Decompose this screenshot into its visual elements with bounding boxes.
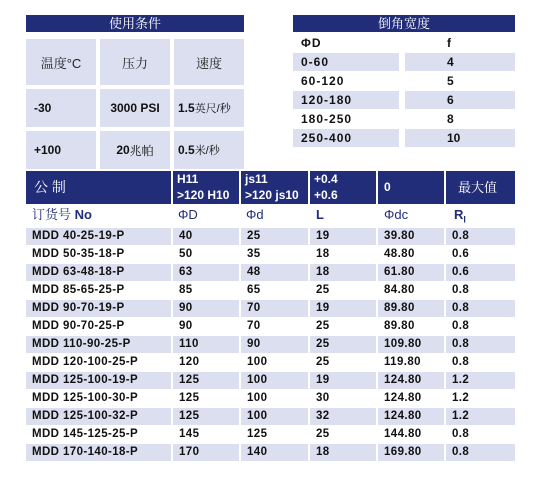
inner-diameter-cell: 100 xyxy=(241,372,308,389)
dc-diameter-cell: 124.80 xyxy=(378,372,444,389)
inner-diameter-cell: 90 xyxy=(241,336,308,353)
outer-diameter-cell: 145 xyxy=(179,428,200,440)
length-cell: 25 xyxy=(316,428,330,440)
order-number-cell: MDD 50-35-18-P xyxy=(32,248,125,260)
inner-diameter-cell: 100 xyxy=(247,392,268,404)
temperature-header: 温度°C xyxy=(26,39,96,85)
outer-diameter-cell: 170 xyxy=(173,444,239,461)
table-row xyxy=(26,228,515,245)
chamfer-title: 倒角宽度 xyxy=(293,15,515,32)
radius-cell: 0.8 xyxy=(446,336,515,353)
order-number-cell: MDD 170-140-18-P xyxy=(26,444,171,461)
radius-cell: 0.8 xyxy=(446,300,515,317)
radius-cell: 0.8 xyxy=(446,444,515,461)
inner-diameter-cell: 125 xyxy=(247,428,268,440)
dc-diameter-cell: 124.80 xyxy=(384,392,422,404)
operating-conditions-table xyxy=(26,15,244,158)
outer-diameter-cell: 85 xyxy=(179,284,193,296)
outer-diameter-cell: 90 xyxy=(179,320,193,332)
outer-diameter-cell: 125 xyxy=(179,392,200,404)
table-row xyxy=(26,246,515,263)
chamfer-row: 0-60 4 xyxy=(293,53,515,71)
length-cell: 25 xyxy=(316,320,330,332)
outer-diameter-cell: 125 xyxy=(173,372,239,389)
col-R: $R_l$ xyxy=(454,207,466,225)
speed-meters: 0.5 米/秒 xyxy=(174,131,244,169)
outer-diameter-cell: 90 xyxy=(173,300,239,317)
table-row xyxy=(26,318,515,335)
tolerance-header: 公 制 xyxy=(26,171,171,204)
outer-diameter-cell: 40 xyxy=(173,228,239,245)
dc-diameter-cell: 48.80 xyxy=(384,248,415,260)
order-number-cell: MDD 90-70-19-P xyxy=(26,300,171,317)
radius-cell: 0.8 xyxy=(452,320,470,332)
chamfer-header-row: ΦD f xyxy=(301,36,451,50)
col-L: L xyxy=(316,207,324,222)
order-number-cell: MDD 85-65-25-P xyxy=(32,284,125,296)
order-number-cell: MDD 110-90-25-P xyxy=(26,336,171,353)
speed-feet: 1.5 英尺/秒 xyxy=(174,89,244,127)
product-table xyxy=(26,171,515,466)
dd-tolerance-header: js11 >120 js10 xyxy=(241,171,308,204)
radius-cell: 0.8 xyxy=(452,284,470,296)
table-row xyxy=(26,372,515,389)
order-number-cell: MDD 40-25-19-P xyxy=(26,228,171,245)
length-cell: 25 xyxy=(310,336,376,353)
length-cell: 19 xyxy=(310,300,376,317)
dc-diameter-cell: 169.80 xyxy=(378,444,444,461)
dc-diameter-cell: 144.80 xyxy=(384,428,422,440)
temp-max: +100 xyxy=(26,131,96,169)
inner-diameter-cell: 35 xyxy=(247,248,261,260)
inner-diameter-cell: 48 xyxy=(241,264,308,281)
order-number-cell: MDD 125-100-30-P xyxy=(32,392,139,404)
max-value-header: 最大值 xyxy=(446,171,515,204)
inner-diameter-cell: 65 xyxy=(247,284,261,296)
radius-cell: 0.6 xyxy=(452,248,470,260)
length-cell: 18 xyxy=(310,444,376,461)
length-cell: 30 xyxy=(316,392,330,404)
order-number-cell: MDD 63-48-18-P xyxy=(26,264,171,281)
inner-diameter-cell: 100 xyxy=(247,356,268,368)
pressure-header: 压力 xyxy=(100,39,170,85)
speed-header: 速度 xyxy=(174,39,244,85)
dc-diameter-cell: 89.80 xyxy=(384,320,415,332)
chamfer-width-table xyxy=(293,15,515,143)
length-cell: 25 xyxy=(316,284,330,296)
order-number-cell: MDD 125-100-32-P xyxy=(26,408,171,425)
radius-cell: 0.6 xyxy=(446,264,515,281)
length-cell: 19 xyxy=(310,228,376,245)
conditions-title: 使用条件 xyxy=(26,15,244,32)
length-cell: 25 xyxy=(316,356,330,368)
length-cell: 32 xyxy=(310,408,376,425)
radius-cell: 1.2 xyxy=(446,372,515,389)
outer-diameter-cell: 63 xyxy=(173,264,239,281)
table-row xyxy=(26,300,515,317)
inner-diameter-cell: 140 xyxy=(241,444,308,461)
chamfer-row: 180-250 8 xyxy=(301,112,454,126)
chamfer-row: 250-400 10 xyxy=(293,129,515,147)
radius-cell: 0.8 xyxy=(452,356,470,368)
length-cell: 19 xyxy=(310,372,376,389)
table-row xyxy=(26,444,515,461)
table-row xyxy=(26,336,515,353)
order-number-cell: MDD 125-100-19-P xyxy=(26,372,171,389)
radius-cell: 0.8 xyxy=(446,228,515,245)
table-row xyxy=(26,408,515,425)
table-row xyxy=(26,264,515,281)
col-dc: Φdc xyxy=(384,207,409,222)
radius-cell: 1.2 xyxy=(446,408,515,425)
dc-diameter-cell: 124.80 xyxy=(378,408,444,425)
pressure-psi: 3000 PSI xyxy=(100,89,170,127)
dc-diameter-cell: 89.80 xyxy=(378,300,444,317)
dc-tolerance-header: 0 xyxy=(378,171,444,204)
col-D: ΦD xyxy=(178,207,198,222)
outer-diameter-cell: 50 xyxy=(179,248,193,260)
radius-cell: 0.8 xyxy=(452,428,470,440)
order-number-cell: MDD 145-125-25-P xyxy=(32,428,139,440)
radius-cell: 1.2 xyxy=(452,392,470,404)
table-row xyxy=(26,282,515,299)
inner-diameter-cell: 100 xyxy=(241,408,308,425)
chamfer-row: 60-120 5 xyxy=(301,74,454,88)
outer-diameter-cell: 125 xyxy=(173,408,239,425)
table-row xyxy=(26,426,515,443)
outer-diameter-cell: 120 xyxy=(179,356,200,368)
inner-diameter-cell: 25 xyxy=(241,228,308,245)
length-cell: 18 xyxy=(310,264,376,281)
dc-diameter-cell: 84.80 xyxy=(384,284,415,296)
chamfer-row: 120-180 6 xyxy=(293,91,515,109)
col-d: Φd xyxy=(246,207,264,222)
d-tolerance-header: H11 >120 H10 xyxy=(173,171,239,204)
order-number-cell: MDD 120-100-25-P xyxy=(32,356,139,368)
pressure-mpa: 20 兆帕 xyxy=(100,131,170,169)
temp-min: -30 xyxy=(26,89,96,127)
dc-diameter-cell: 61.80 xyxy=(378,264,444,281)
table-row xyxy=(26,390,515,407)
table-row xyxy=(26,354,515,371)
length-cell: 18 xyxy=(316,248,330,260)
outer-diameter-cell: 110 xyxy=(173,336,239,353)
order-number-cell: MDD 90-70-25-P xyxy=(32,320,125,332)
inner-diameter-cell: 70 xyxy=(247,320,261,332)
dc-diameter-cell: 119.80 xyxy=(384,356,421,368)
dc-diameter-cell: 109.80 xyxy=(378,336,444,353)
l-tolerance-header: +0.4 +0.6 xyxy=(310,171,376,204)
inner-diameter-cell: 70 xyxy=(241,300,308,317)
dc-diameter-cell: 39.80 xyxy=(378,228,444,245)
order-number-label: 订货号 No xyxy=(32,207,92,222)
